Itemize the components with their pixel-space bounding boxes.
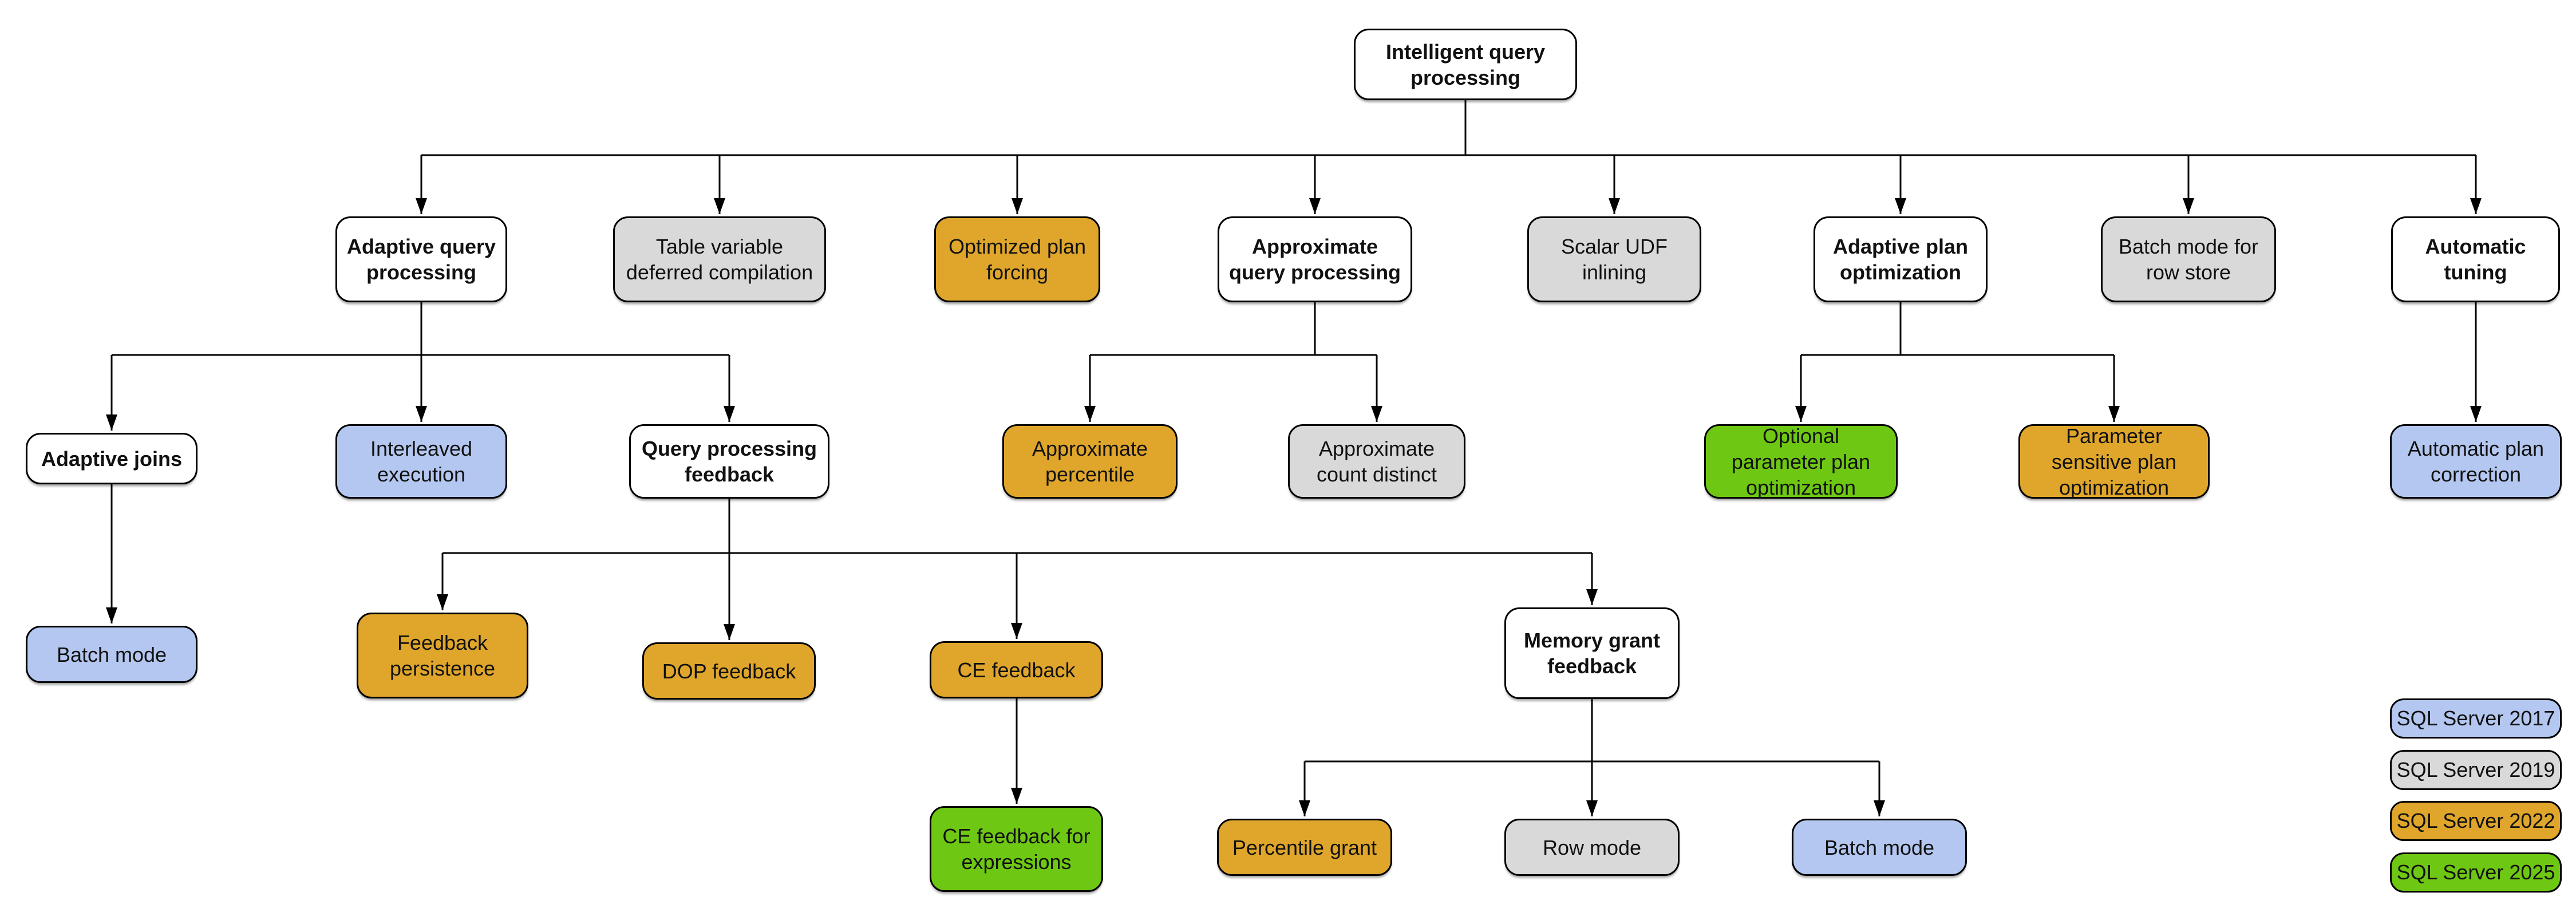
node-interleaved-execution: Interleaved execution [335,424,507,499]
legend-sql-server-2019: SQL Server 2019 [2390,750,2562,790]
node-batch-mode-memory-grant: Batch mode [1792,819,1967,876]
node-approximate-query-processing: Approximate query processing [1218,216,1412,302]
node-batch-mode-for-row-store: Batch mode for row store [2101,216,2276,302]
legend-sql-server-2025: SQL Server 2025 [2390,852,2562,893]
node-ce-feedback-for-expressions: CE feedback for expressions [930,806,1103,892]
node-feedback-persistence: Feedback persistence [357,613,528,698]
node-batch-mode-adaptive-joins: Batch mode [26,626,197,683]
node-optimized-plan-forcing: Optimized plan forcing [934,216,1100,302]
node-adaptive-query-processing: Adaptive query processing [335,216,507,302]
legend-sql-server-2017: SQL Server 2017 [2390,698,2562,739]
node-dop-feedback: DOP feedback [642,642,816,700]
node-row-mode: Row mode [1504,819,1680,876]
node-optional-parameter-plan-optimization: Optional parameter plan optimization [1704,424,1898,499]
node-approximate-percentile: Approximate percentile [1002,424,1178,499]
node-memory-grant-feedback: Memory grant feedback [1504,607,1680,699]
node-automatic-tuning: Automatic tuning [2391,216,2560,302]
node-adaptive-plan-optimization: Adaptive plan optimization [1814,216,1988,302]
node-query-processing-feedback: Query processing feedback [629,424,829,499]
node-adaptive-joins: Adaptive joins [26,433,197,484]
node-table-variable-deferred-compilation: Table variable deferred compilation [613,216,826,302]
node-percentile-grant: Percentile grant [1217,819,1392,876]
node-intelligent-query-processing: Intelligent query processing [1354,29,1577,100]
node-parameter-sensitive-plan-optimization: Parameter sensitive plan optimization [2018,424,2210,499]
node-scalar-udf-inlining: Scalar UDF inlining [1527,216,1701,302]
legend-sql-server-2022: SQL Server 2022 [2390,801,2562,841]
node-approximate-count-distinct: Approximate count distinct [1288,424,1465,499]
node-automatic-plan-correction: Automatic plan correction [2390,424,2562,499]
node-ce-feedback: CE feedback [930,641,1103,698]
